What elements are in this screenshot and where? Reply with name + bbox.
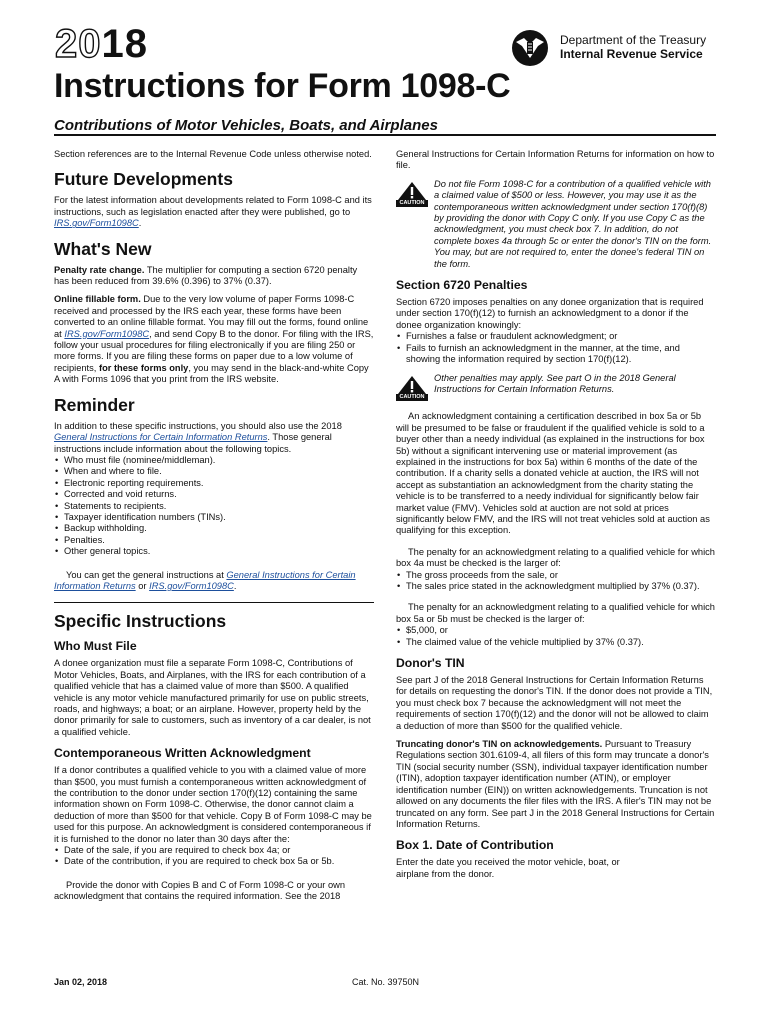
penalty-4a-list	[396, 570, 716, 593]
heading-whats-new: What's New	[54, 238, 152, 259]
caution-box	[396, 179, 716, 270]
caution-text-1: Do not file Form 1098-C for a contribution of a qualified vehicle with a claimed value of $500 or less. However, you may use it as the contemporaneous written acknowledgment under section 170(f)(8) by providing the donor with Copy C only. If you use Copy C as the acknowledgment, you must check box 7. In addition, do not complete boxes 4a through 5c or enter the donor's TIN on the form. You may, but are not required to, enter the donee's federal TIN on the form.	[434, 178, 712, 269]
penalty-5-list	[396, 625, 716, 648]
heading-specific-instructions: Specific Instructions	[54, 611, 227, 632]
caution-box-2	[396, 372, 716, 400]
list-item: • Electronic reporting requirements.	[54, 478, 374, 489]
reminder-paragraph: In addition to these specific instructions, you should also use the 2018 General Instructions for Certain Information Returns. Those general instructions include information about the following topics.	[54, 420, 342, 454]
list-item: • The gross proceeds from the sale, or	[396, 570, 716, 581]
section-6720-list	[396, 331, 716, 365]
continued-paragraph: General Instructions for Certain Information Returns for information on how to file.	[396, 149, 715, 171]
list-item: • Other general topics.	[54, 546, 374, 557]
title-rule	[54, 134, 716, 136]
caution-text-2: Other penalties may apply. See part O in the 2018 General Instructions for Certain Information Returns.	[434, 372, 676, 394]
agency-line-2: Internal Revenue Service	[560, 47, 703, 61]
reminder-list	[54, 455, 374, 558]
heading-contemporaneous-ack: Contemporaneous Written Acknowledgment	[54, 746, 311, 761]
page-title: Instructions for Form 1098-C	[54, 67, 511, 105]
list-item: • The sales price stated in the acknowledgment multiplied by 37% (0.37).	[396, 581, 716, 592]
list-item: • When and where to file.	[54, 466, 374, 477]
list-item: • Date of the sale, if you are required to check box 4a; or	[54, 845, 374, 856]
link-form1098c[interactable]: IRS.gov/Form1098C	[54, 218, 139, 229]
link-general-instructions[interactable]: General Instructions for Certain Information Returns	[54, 432, 268, 443]
intro-text: Section references are to the Internal Revenue Code unless otherwise noted.	[54, 149, 372, 159]
link-form1098c-3[interactable]: IRS.gov/Form1098C	[149, 580, 234, 591]
list-item: • Penalties.	[54, 535, 374, 546]
footer-date: Jan 02, 2018	[54, 977, 108, 987]
form-year	[55, 22, 148, 66]
year-bold: 18	[101, 22, 148, 66]
heading-box-1: Box 1. Date of Contribution	[396, 838, 554, 853]
link-form1098c-2[interactable]: IRS.gov/Form1098C	[64, 328, 150, 339]
list-item: • Fails to furnish an acknowledgment in the manner, at the time, and showing the information required by section 170(f)(12).	[396, 343, 716, 366]
list-item: • Furnishes a false or fraudulent acknowledgment; or	[396, 331, 716, 342]
agency-line-1: Department of the Treasury	[560, 33, 707, 47]
list-item: • Who must file (nominee/middleman).	[54, 455, 374, 466]
heading-future-developments: Future Developments	[54, 169, 233, 190]
heading-reminder: Reminder	[54, 394, 135, 415]
provide-donor-paragraph: Provide the donor with Copies B and C of Form 1098-C or your own acknowledgment that contains the required information. See the 2018	[54, 879, 346, 902]
link-general-instructions-2[interactable]: General Instructions for Certain Information Returns	[54, 569, 356, 591]
right-column	[396, 149, 716, 887]
contemporaneous-paragraph: If a donor contributes a qualified vehicle to you with a claimed value of more than $500, you must furnish a contemporaneous written acknowledgment of the contribution to the donor under section 170(f)(12) containing the same information shown on Form 1098-C. Otherwise, the donor cannot claim a deduction of more than $500 for that vehicle. Copy B of Form 1098-C may be used for this purpose. An acknowledgment is considered contemporaneous if it is furnished to the donor no later than 30 days after the:	[54, 765, 372, 844]
caution-icon: CAUTION	[396, 375, 428, 401]
heading-section-6720: Section 6720 Penalties	[396, 278, 528, 293]
truncating-paragraph: Truncating donor's TIN on acknowledgements. Pursuant to Treasury Regulations section 301.6109-4, all filers of this form may truncate a donor's TIN (social security number (SSN), individual taxpayer identification number (ITIN), adoption taxpayer identification number (ATIN), or employer identification number (EIN)) on written acknowledgements. Truncation is not allowed on any documents the filer files with the IRS. A filer's TIN may not be truncated on any form. See part J in the 2018 General Instructions for Certain Information Returns.	[396, 739, 715, 829]
list-item: • Statements to recipients.	[54, 501, 374, 512]
box-1-paragraph: Enter the date you received the motor vehicle, boat, or airplane from the donor.	[396, 857, 620, 879]
list-item: • Corrected and void returns.	[54, 489, 374, 500]
heading-donors-tin: Donor's TIN	[396, 656, 465, 671]
list-item: • Backup withholding.	[54, 523, 374, 534]
contemporaneous-list	[54, 845, 374, 868]
left-column	[54, 149, 374, 910]
fillable-paragraph: Online fillable form. Due to the very low volume of paper Forms 1098-C received and processed by the IRS each year, these forms have been converted to an online fillable format. You may fill out the forms, found online at IRS.gov/Form1098C, and send Copy B to the donor. For filing with the IRS, follow your usual procedures for filing electronically if you are filing 250 or more forms. If you are filing these forms on paper due to a low volume of recipients, for these forms only, you may send in the black-and-white Copy A with Forms 1096 that you print from the IRS website.	[54, 294, 374, 385]
list-item: • Taxpayer identification numbers (TINs).	[54, 512, 374, 523]
list-item: • The claimed value of the vehicle multiplied by 37% (0.37).	[396, 637, 716, 648]
section-6720-paragraph: Section 6720 imposes penalties on any donee organization that is required under section 170(f)(12) to furnish an acknowledgment to a donor if the donee organization knowingly:	[396, 297, 704, 330]
section-divider	[54, 602, 374, 603]
penalty-5-paragraph: The penalty for an acknowledgment relating to a qualified vehicle for which box 5a or 5b must be checked is the larger of:	[396, 602, 715, 624]
heading-who-must-file: Who Must File	[54, 639, 137, 654]
list-item: • Date of the contribution, if you are required to check box 5a or 5b.	[54, 856, 374, 867]
get-instructions-paragraph: You can get the general instructions at General Instructions for Certain Information Returns or IRS.gov/Form1098C.	[54, 569, 356, 591]
year-outline: 20	[55, 22, 102, 66]
agency-name	[560, 33, 706, 61]
penalty-rate-paragraph: Penalty rate change. The multiplier for computing a section 6720 penalty has been reduced from 39.6% (0.396) to 37% (0.37).	[54, 264, 358, 287]
penalty-4a-paragraph: The penalty for an acknowledgment relating to a qualified vehicle for which box 4a must be checked is the larger of:	[396, 546, 715, 569]
footer-catalog-number: Cat. No. 39750N	[352, 977, 420, 987]
future-paragraph: For the latest information about developments related to Form 1098-C and its instructions, such as legislation enacted after they were published, go to IRS.gov/Form1098C.	[54, 195, 372, 229]
list-item: • $5,000, or	[396, 625, 716, 636]
acknowledgment-paragraph: An acknowledgment containing a certification described in box 5a or 5b will be presumed to be false or fraudulent if the qualified vehicle is sold to a buyer other than a needy individual (as explained in the instructions for box 5b) without a significant intervening use or material improvement (as explained in the instructions for box 5a) within 6 months of the date of the contribution. If a charity sells a donated vehicle at auction, the IRS will not accept as substantiation an acknowledgment from the charity stating the vehicle is to be transferred to a needy individual for significantly below fair market value (FMV). Vehicles sold at auction are not sold at prices significantly below FMV, and the IRS will not treat vehicles sold at auction as qualifying for this exception.	[396, 411, 710, 536]
who-must-file-paragraph: A donee organization must file a separate Form 1098-C, Contributions of Motor Vehicles, Boats, and Airplanes, with the IRS for each contribution of a qualified vehicle that has a claimed value of more than $500. A qualified vehicle is any motor vehicle manufactured primarily for use on public streets, roads, and highways; a boat; or an airplane. However, property held by the donor primarily for sale to customers, such as inventory of a car dealer, is not a qualified vehicle.	[54, 658, 371, 737]
donors-tin-paragraph: See part J of the 2018 General Instructions for Certain Information Returns for details on requesting the donor's TIN. If the donor does not provide a TIN, you must check box 7 because the acknowledgment will not meet the requirements of section 170(f)(12) and the donor will not be allowed to claim a deduction of more than $500 for the qualified vehicle.	[396, 675, 713, 731]
irs-eagle-logo-icon	[506, 28, 554, 68]
caution-icon: CAUTION	[396, 181, 428, 207]
page-subtitle: Contributions of Motor Vehicles, Boats, and Airplanes	[54, 117, 438, 134]
